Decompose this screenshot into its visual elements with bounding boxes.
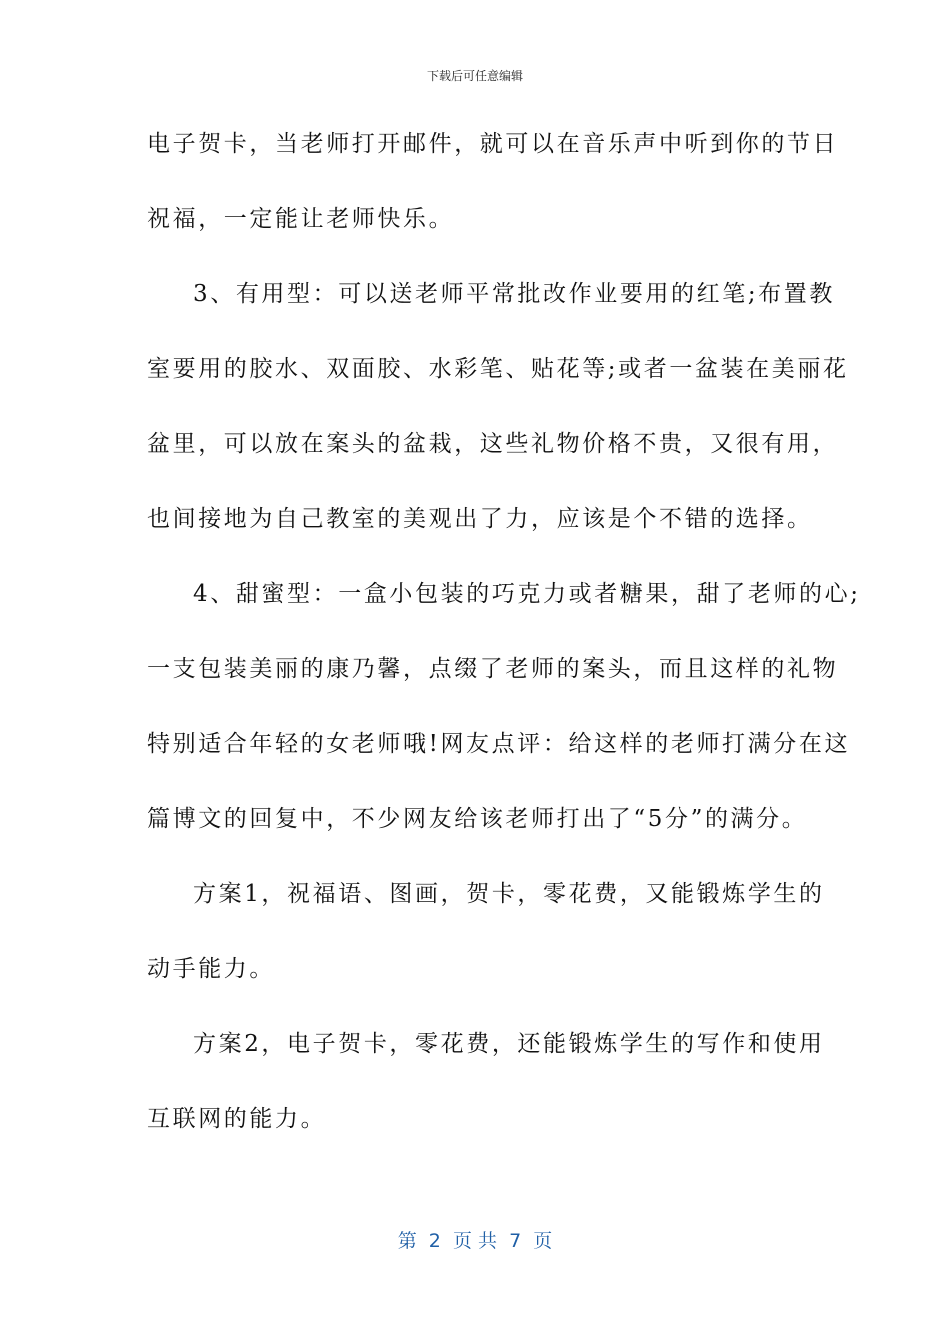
body-line: 盆里，可以放在案头的盆栽，这些礼物价格不贵，又很有用，: [147, 431, 839, 457]
body-line: 电子贺卡，当老师打开邮件，就可以在音乐声中听到你的节日: [147, 131, 839, 157]
header-note: 下载后可任意编辑: [426, 69, 523, 83]
body-line: 篇博文的回复中，不少网友给该老师打出了“5分”的满分。: [147, 806, 808, 832]
body-line: 方案2，电子贺卡，零花费，还能锻炼学生的写作和使用: [193, 1031, 825, 1057]
body-line: 3、有用型：可以送老师平常批改作业要用的红笔;布置教: [193, 281, 835, 307]
body-line: 一支包装美丽的康乃馨，点缀了老师的案头，而且这样的礼物: [147, 656, 839, 682]
body-line: 室要用的胶水、双面胶、水彩笔、贴花等;或者一盆装在美丽花: [147, 356, 849, 382]
body-line: 动手能力。: [147, 956, 275, 982]
document-body: [147, 126, 861, 1176]
body-line: 祝福，一定能让老师快乐。: [147, 206, 455, 232]
body-line: 互联网的能力。: [147, 1106, 327, 1132]
body-line: 4、甜蜜型：一盒小包装的巧克力或者糖果，甜了老师的心;: [193, 581, 861, 607]
page-indicator: 第 2 页 共 7 页: [397, 1230, 553, 1252]
body-line: 特别适合年轻的女老师哦!网友点评：给这样的老师打满分在这: [147, 731, 851, 757]
body-line: 也间接地为自己教室的美观出了力，应该是个不错的选择。: [147, 506, 813, 532]
body-line: 方案1，祝福语、图画，贺卡，零花费，又能锻炼学生的: [193, 881, 825, 907]
